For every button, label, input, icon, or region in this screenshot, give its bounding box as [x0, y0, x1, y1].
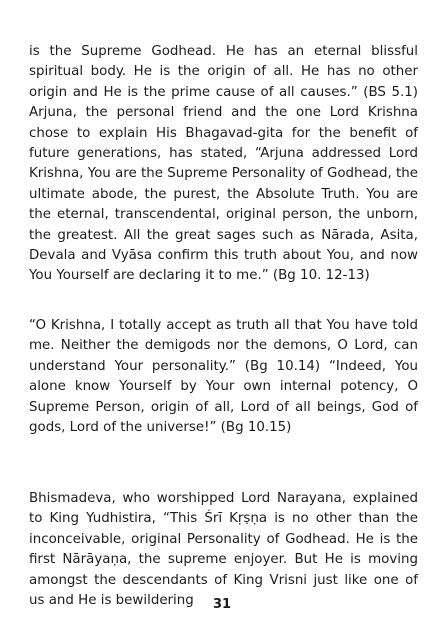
body-paragraph-2: “O Krishna, I totally accept as truth all that You have told me. Neither the demigods nor the demons, O Lord, can understand Your personality.” (Bg 10.14) “Indeed, You alone know Yourself by Your own internal potency, O Supreme Person, origin of all, Lord of all beings, God of gods, Lord of the universe!” (Bg 10.15) [29, 318, 418, 436]
body-paragraph-1: is the Supreme Godhead. He has an eternal blissful spiritual body. He is the origin of all. He has no other origin and He is the prime cause of all causes.” (BS 5.1) Arjuna, the personal friend and the one Lord Krishna chose to explain His Bhagavad-gita for the benefit of future generations, has stated, “Arjuna addressed Lord Krishna, You are the Supreme Personality of Godhead, the ultimate abode, the purest, the Absolute Truth. You are the eternal, transcendental, original person, the unborn, the greatest. All the great sages such as Nārada, Asita, Devala and Vyāsa confirm this truth about You, and now You Yourself are declaring it to me.” (Bg 10. 12-13) [29, 44, 418, 284]
body-paragraph-3: Bhismadeva, who worshipped Lord Narayana, explained to King Yudhistira, “This Śrī Kṛṣṇa is no other than the inconceivable, original Personality of Godhead. He is the first Nārāyaṇa, the supreme enjoyer. But He is moving amongst the descendants of King Vrisni just like one of us and He is bewildering [29, 491, 418, 609]
page-number: 31 [212, 597, 232, 612]
